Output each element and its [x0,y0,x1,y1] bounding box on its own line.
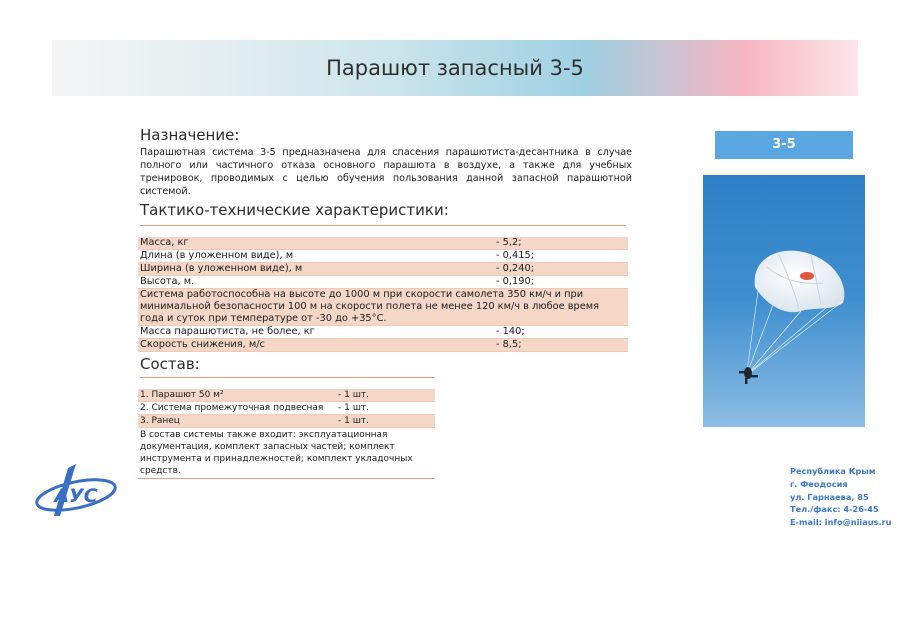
composition-rule [140,377,435,378]
spec-value: - 5,2; [496,237,522,248]
composition-value: - 1 шт. [338,416,370,426]
spec-label: Система работоспособна на высоте до 1000 м при скорости самолета 350 км/ч и при минимальной безопасности 100 м на скорости полета не менее 120 км/ч в любое время года и суток при температуре от -30 до +35°С. [140,289,600,324]
spec-row-mass [138,237,628,250]
purpose-text: Парашютная система 3-5 предназначена для спасения парашютиста-десантника в случае полного или частичного отказа основного парашюта в воздухе, а также для учебных тренировок, проводимых с целью обучения пользования данной запасной парашютной системой. [140,147,632,197]
contact-phone: Тел./факс: 4-26-45 [790,504,879,515]
composition-label: 1. Парашют 50 м² [140,390,224,400]
composition-row [138,402,435,415]
spec-label: Высота, м. [140,276,195,287]
model-badge: 3-5 [715,131,853,159]
specs-heading: Тактико-технические характеристики: [140,201,449,219]
composition-label: 3. Ранец [140,416,180,426]
composition-note: В состав системы также входит: эксплуатационная документация, комплект запасных частей; комплект инструмента и принадлежностей; комплект укладочных средств. [138,428,435,479]
spec-label: Скорость снижения, м/с [140,339,265,350]
spec-row-operating-conditions [138,289,628,326]
aus-logo [32,462,120,520]
page-title: Парашют запасный 3-5 [326,56,584,80]
composition-table [138,389,435,479]
composition-heading: Состав: [140,355,200,373]
logo-text: АУС [54,485,98,507]
spec-value: - 0,415; [496,250,534,261]
contact-region: Республика Крым [790,466,876,476]
spec-value: - 8,5; [496,339,522,350]
contact-email: E-mail: info@niiaus.ru [790,517,892,528]
composition-label: 2. Система промежуточная подвесная [140,403,324,413]
specs-rule [140,225,626,226]
composition-row [138,389,435,402]
canopy-vent [800,272,814,280]
spec-label: Ширина (в уложенном виде), м [140,263,303,274]
spec-row-jumper-mass [138,326,628,339]
spec-value: - 140; [496,326,525,337]
contact-block [790,465,891,529]
spec-row-height [138,276,628,289]
spec-value: - 0,190; [496,276,534,287]
composition-value: - 1 шт. [338,390,370,400]
contact-street: ул. Гарнаева, 85 [790,491,869,502]
composition-row [138,415,435,428]
composition-value: - 1 шт. [338,403,370,413]
spec-value: - 0,240; [496,263,534,274]
spec-label: Масса парашютиста, не более, кг [140,326,315,337]
parachute-photo [703,175,865,427]
contact-city: г. Феодосия [790,478,848,489]
spec-row-width [138,263,628,276]
spec-row-length [138,250,628,263]
spec-row-descent-speed [138,339,628,352]
purpose-heading: Назначение: [140,126,240,144]
spec-label: Масса, кг [140,237,189,248]
specs-table [138,237,628,352]
spec-label: Длина (в уложенном виде), м [140,250,294,261]
